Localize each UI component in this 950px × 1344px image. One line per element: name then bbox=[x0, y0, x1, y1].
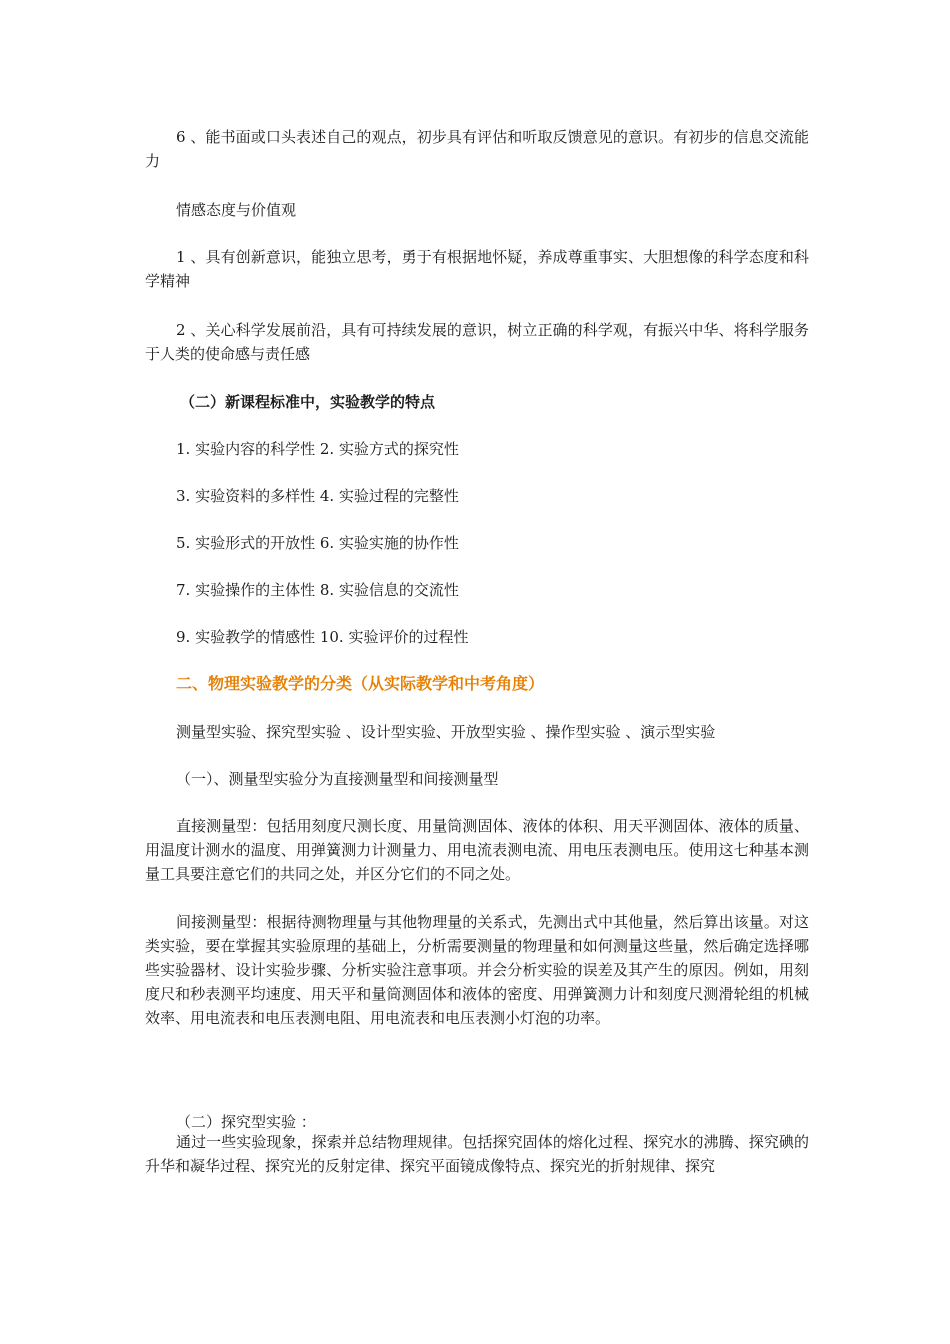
paragraph-indirect-measurement: 间接测量型：根据待测物理量与其他物理量的关系式，先测出式中其他量，然后算出该量。对这类实验，要在掌握其实验原理的基础上，分析需要测量的物理量和如何测量这些量，然后确定选择哪些实验器材、设计实验步骤、分析实验注意事项。并会分析实验的误差及其产生的原因。例如，用刻度尺和秒表测平均速度、用天平和量筒测固体和液体的密度、用弹簧测力计和刻度尺测滑轮组的机械效率、用电流表和电压表测电阻、用电流表和电压表测小灯泡的功率。 bbox=[145, 913, 809, 1027]
list-item: 1. 实验内容的科学性 2. 实验方式的探究性 bbox=[176, 440, 459, 458]
list-item: 9. 实验教学的情感性 10. 实验评价的过程性 bbox=[176, 628, 469, 646]
subheading-inquiry-experiments: （二）探究型实验 ： bbox=[176, 1113, 316, 1131]
paragraph-info-exchange: 6 、能书面或口头表述自己的观点，初步具有评估和听取反馈意见的意识。有初步的信息交流能力 bbox=[145, 128, 809, 170]
heading-experiment-classification: 二、物理实验教学的分类（从实际教学和中考角度） bbox=[176, 674, 545, 693]
subheading-measurement-experiments: （一）、测量型实验分为直接测量型和间接测量型 bbox=[176, 770, 499, 788]
paragraph-science-frontier: 2 、关心科学发展前沿，具有可持续发展的意识，树立正确的科学观，有振兴中华、将科学服务于人类的使命感与责任感 bbox=[145, 321, 809, 363]
paragraph-innovation: 1 、具有创新意识，能独立思考，勇于有根据地怀疑，养成尊重事实、大胆想像的科学态度和科学精神 bbox=[145, 248, 809, 290]
list-item: 3. 实验资料的多样性 4. 实验过程的完整性 bbox=[176, 487, 459, 505]
list-item: 7. 实验操作的主体性 8. 实验信息的交流性 bbox=[176, 581, 459, 599]
paragraph-inquiry-description: 通过一些实验现象，探索并总结物理规律。包括探究固体的熔化过程、探究水的沸腾、探究碘的升华和凝华过程、探究光的反射定律、探究平面镜成像特点、探究光的折射规律、探究 bbox=[145, 1133, 809, 1175]
heading-experiment-features: （二）新课程标准中，实验教学的特点 bbox=[180, 393, 436, 411]
paragraph-direct-measurement: 直接测量型：包括用刻度尺测长度、用量筒测固体、液体的体积、用天平测固体、液体的质量、用温度计测水的温度、用弹簧测力计测量力、用电流表测电流、用电压表测电压。使用这七种基本测量工具要注意它们的共同之处，并区分它们的不同之处。 bbox=[145, 817, 809, 883]
experiment-types-line: 测量型实验、探究型实验 、设计型实验、开放型实验 、操作型实验 、演示型实验 bbox=[176, 723, 716, 741]
list-item: 5. 实验形式的开放性 6. 实验实施的协作性 bbox=[176, 534, 459, 552]
section-label-emotion-values: 情感态度与价值观 bbox=[176, 201, 297, 219]
